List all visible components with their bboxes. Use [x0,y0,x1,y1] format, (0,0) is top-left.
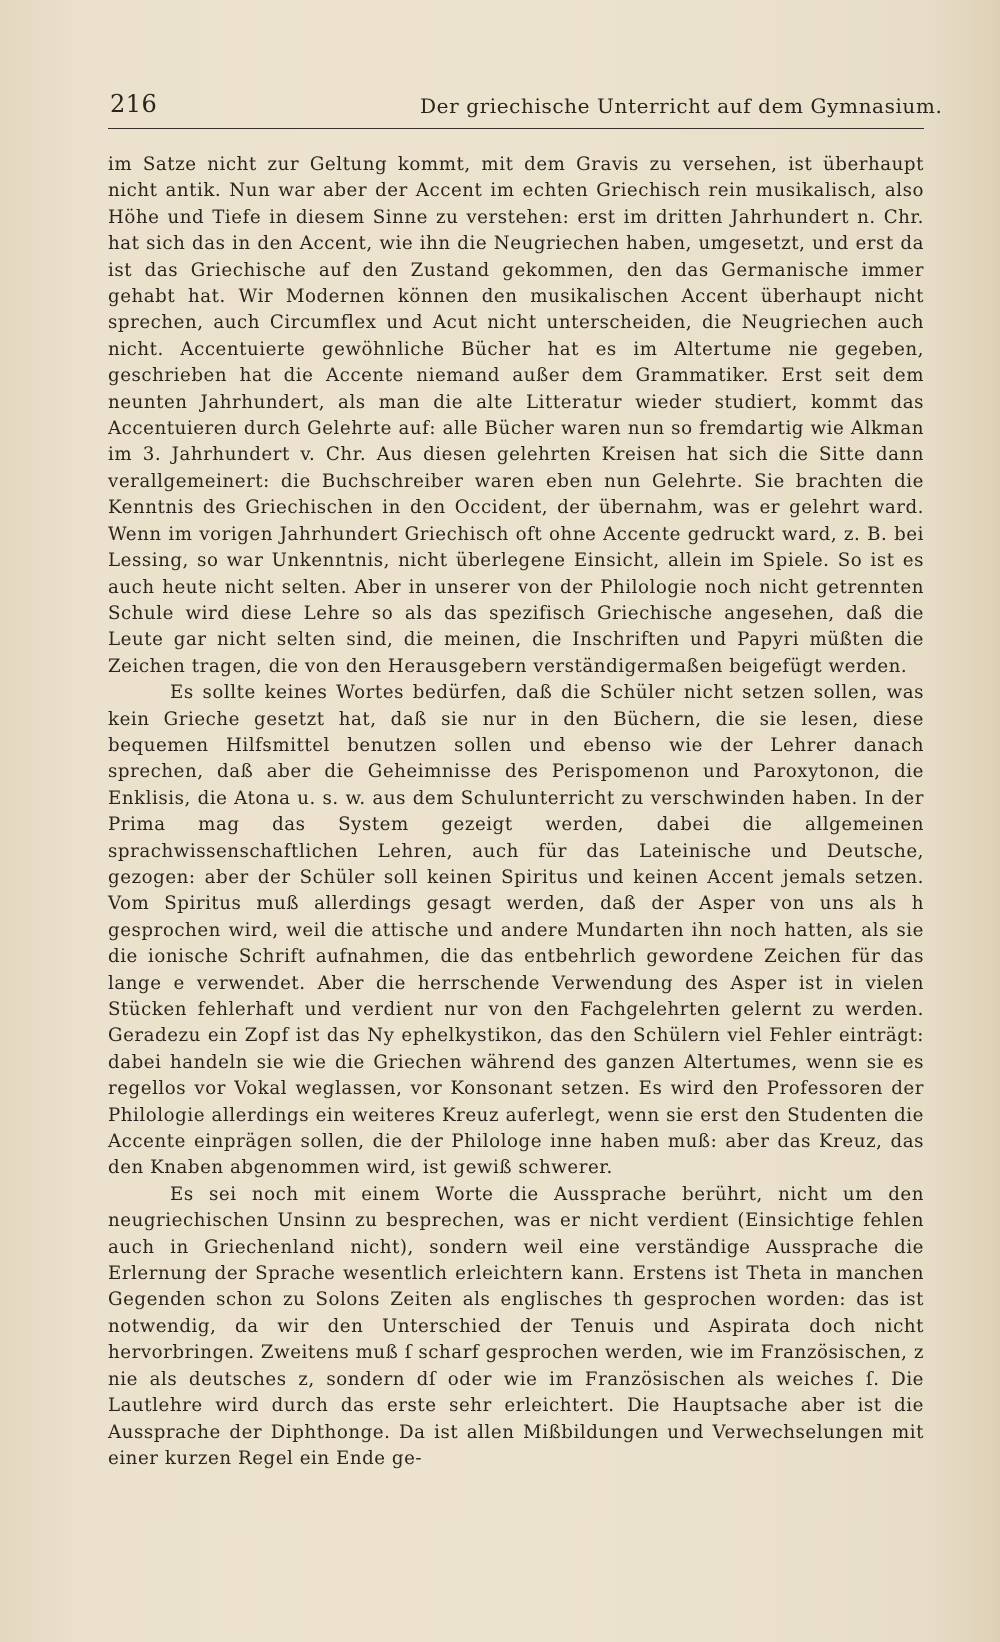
body-text [108,152,924,1472]
page-header [108,88,943,129]
paragraph-accent-history: im Satze nicht zur Geltung kommt, mit dem Gravis zu versehen, ist überhaupt nicht antik. Nun war aber der Accent im echten Griechisch rein musikalisch, also Höhe und Tiefe in diesem Sinne zu verstehen: erst im dritten Jahrhundert n. Chr. hat sich das in den Accent, wie ihn die Neugriechen haben, umgesetzt, und erst da ist das Griechische auf den Zustand gekommen, den das Germanische immer gehabt hat. Wir Modernen können den musikalischen Accent überhaupt nicht sprechen, auch Circumflex und Acut nicht unterscheiden, die Neugriechen auch nicht. Accentuierte gewöhnliche Bücher hat es im Altertume nie gegeben, geschrieben hat die Accente niemand außer dem Grammatiker. Erst seit dem neunten Jahrhundert, als man die alte Litteratur wieder studiert, kommt das Accentuieren durch Gelehrte auf: alle Bücher waren nun so fremdartig wie Alkman im 3. Jahrhundert v. Chr. Aus diesen gelehrten Kreisen hat sich die Sitte dann verallgemeinert: die Buchschreiber waren eben nun Gelehrte. Sie brachten die Kenntnis des Griechischen in den Occident, der übernahm, was er gelehrt ward. Wenn im vorigen Jahrhundert Griechisch oft ohne Accente gedruckt ward, z. B. bei Lessing, so war Unkenntnis, nicht überlegene Einsicht, allein im Spiele. So ist es auch heute nicht selten. Aber in unserer von der Philologie noch nicht getrennten Schule wird diese Lehre so als das spezifisch Griechische angesehen, daß die Leute gar nicht selten sind, die meinen, die Inschriften und Papyri müßten die Zeichen tragen, die von den Herausgebern verständigermaßen beigefügt werden. [108,154,924,677]
paragraph-school-accents: Es sollte keines Wortes bedürfen, daß die Schüler nicht setzen sollen, was kein Grieche gesetzt hat, daß sie nur in den Büchern, die sie lesen, diese bequemen Hilfsmittel benutzen sollen und ebenso wie der Lehrer danach sprechen, daß aber die Geheimnisse des Perispomenon und Paroxytonon, die Enklisis, die Atona u. s. w. aus dem Schulunterricht zu verschwinden haben. In der Prima mag das System gezeigt werden, dabei die allgemeinen sprachwissenschaftlichen Lehren, auch für das Lateinische und Deutsche, gezogen: aber der Schüler soll keinen Spiritus und keinen Accent jemals setzen. Vom Spiritus muß allerdings gesagt werden, daß der Asper von uns als h gesprochen wird, weil die attische und andere Mundarten ihn noch hatten, als sie die ionische Schrift aufnahmen, die das entbehrlich gewordene Zeichen für das lange e verwendet. Aber die herrschende Verwendung des Asper ist in vielen Stücken fehlerhaft und verdient nur von den Fachgelehrten gelernt zu werden. Geradezu ein Zopf ist das Ny ephelkystikon, das den Schülern viel Fehler einträgt: dabei handeln sie wie die Griechen während des ganzen Altertumes, wenn sie es regellos vor Vokal weglassen, vor Konsonant setzen. Es wird den Professoren der Philologie allerdings ein weiteres Kreuz auferlegt, wenn sie erst den Studenten die Accente einprägen sollen, die der Philologe inne haben muß: aber das Kreuz, das den Knaben abgenommen wird, ist gewiß schwerer. [108,682,924,1179]
running-title: Der griechische Unterricht auf dem Gymnasium. [420,94,943,118]
paragraph-pronunciation: Es sei noch mit einem Worte die Aussprache berührt, nicht um den neugriechischen Unsinn zu besprechen, was er nicht verdient (Einsichtige fehlen auch in Griechenland nicht), sondern weil eine verständige Aussprache die Erlernung der Sprache wesentlich erleichtern kann. Erstens ist Theta in manchen Gegenden schon zu Solons Zeiten als englisches th gesprochen worden: das ist notwendig, da wir den Unterschied der Tenuis und Aspirata doch nicht hervorbringen. Zweitens muß ſ scharf gesprochen werden, wie im Französischen, z nie als deutsches z, sondern dſ oder wie im Französischen als weiches ſ. Die Lautlehre wird durch das erste sehr erleichtert. Die Hauptsache aber ist die Aussprache der Diphthonge. Da ist allen Mißbildungen und Verwechselungen mit einer kurzen Regel ein Ende ge- [108,1183,924,1469]
page-number: 216 [110,90,158,118]
